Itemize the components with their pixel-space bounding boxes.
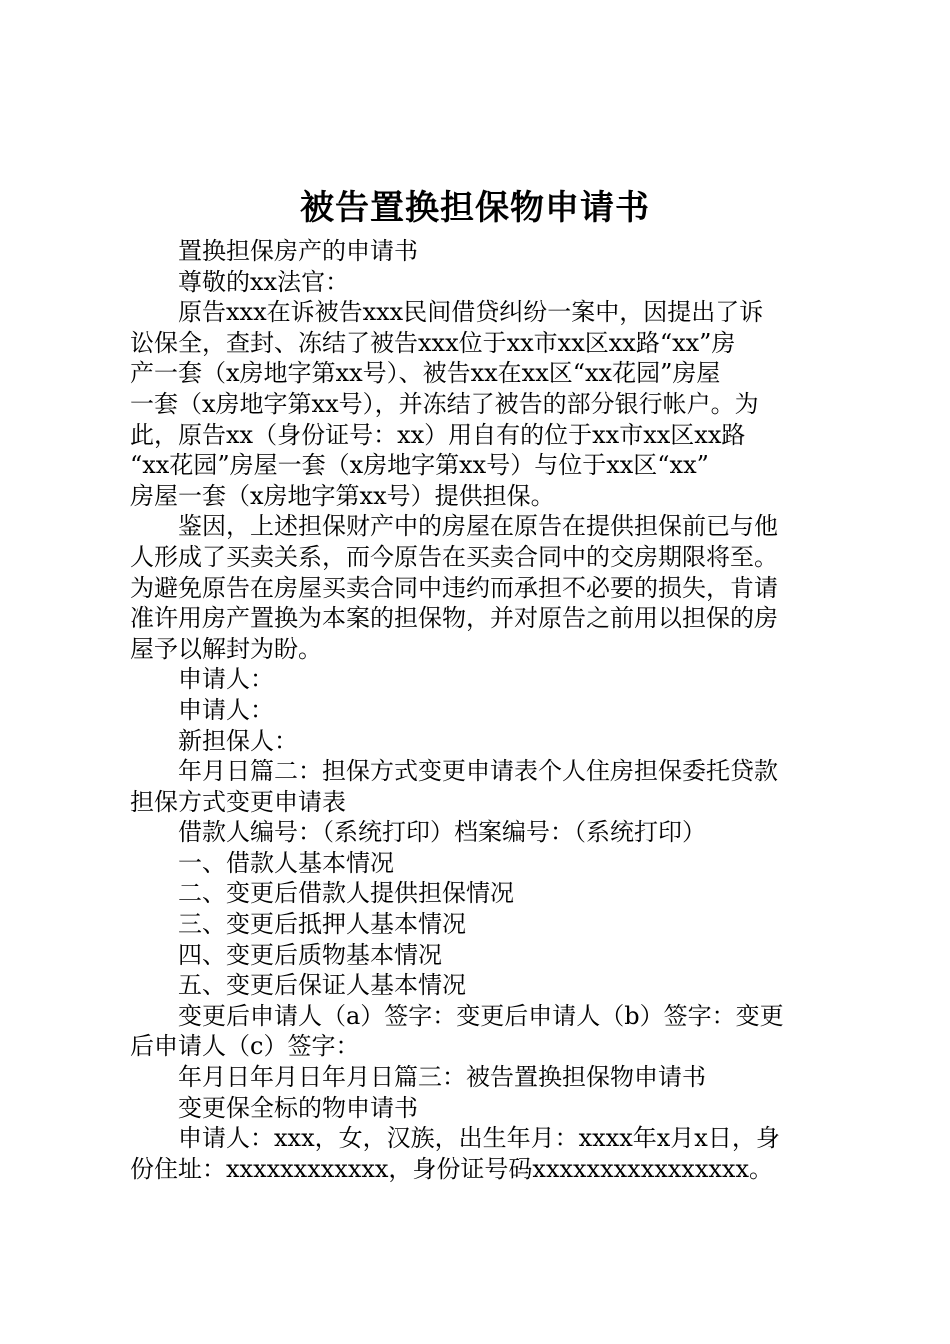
paragraph-line: 为避免原告在房屋买卖合同中违约而承担不必要的损失，肯请 xyxy=(130,573,778,602)
paragraph xyxy=(130,1062,830,1093)
paragraph-line: “xx花园”房屋一套（x房地字第xx号）与位于xx区“xx” xyxy=(130,451,709,480)
paragraph xyxy=(130,970,830,1001)
document-title: 被告置换担保物申请书 xyxy=(300,188,650,228)
paragraph-line: 借款人编号：（系统打印）档案编号：（系统打印） xyxy=(178,818,706,847)
paragraph-line: 原告xxx在诉被告xxx民间借贷纠纷一案中，因提出了诉 xyxy=(178,298,764,327)
paragraph-line: 人形成了买卖关系，而今原告在买卖合同中的交房期限将至。 xyxy=(130,542,778,571)
paragraph-line: 申请人： xyxy=(178,695,274,724)
paragraph-line: 三、变更后抵押人基本情况 xyxy=(178,910,466,939)
paragraph xyxy=(130,1123,830,1184)
paragraph-line: 四、变更后质物基本情况 xyxy=(178,940,442,969)
paragraph xyxy=(130,940,830,971)
paragraph xyxy=(130,236,830,267)
paragraph xyxy=(130,878,830,909)
paragraph-line: 鉴因，上述担保财产中的房屋在原告在提供担保前已与他 xyxy=(178,512,778,541)
paragraph xyxy=(130,695,830,726)
paragraph-line: 尊敬的xx法官： xyxy=(178,267,350,296)
paragraph xyxy=(130,817,830,848)
paragraph xyxy=(130,756,830,817)
paragraph-line: 置换担保房产的申请书 xyxy=(178,237,418,265)
paragraph-line: 新担保人： xyxy=(178,726,298,755)
paragraph-line: 屋予以解封为盼。 xyxy=(130,634,322,663)
paragraph-line: 此，原告xx（身份证号：xx）用自有的位于xx市xx区xx路 xyxy=(130,420,746,449)
paragraph xyxy=(130,848,830,879)
paragraph-line: 申请人： xyxy=(178,665,274,694)
paragraph xyxy=(130,726,830,757)
paragraph-line: 五、变更后保证人基本情况 xyxy=(178,971,466,1000)
paragraph xyxy=(130,664,830,695)
paragraph-line: 一套（x房地字第xx号），并冻结了被告的部分银行帐户。为 xyxy=(130,389,759,418)
paragraph xyxy=(130,511,830,664)
document-body xyxy=(130,236,830,1184)
paragraph-line: 变更保全标的物申请书 xyxy=(178,1093,418,1122)
paragraph-line: 份住址：xxxxxxxxxxxx，身份证号码xxxxxxxxxxxxxxxx。 xyxy=(130,1154,773,1183)
paragraph-line: 年月日篇二：担保方式变更申请表个人住房担保委托贷款 xyxy=(178,757,778,786)
paragraph-line: 二、变更后借款人提供担保情况 xyxy=(178,879,514,908)
paragraph xyxy=(130,1001,830,1062)
paragraph-line: 后申请人（c）签字： xyxy=(130,1032,360,1061)
paragraph-line: 讼保全，查封、冻结了被告xxx位于xx市xx区xx路“xx”房 xyxy=(130,328,736,357)
paragraph-line: 房屋一套（x房地字第xx号）提供担保。 xyxy=(130,481,555,510)
paragraph xyxy=(130,267,830,298)
paragraph-line: 申请人：xxx，女，汉族，出生年月：xxxx年x月x日，身 xyxy=(178,1124,780,1153)
paragraph-line: 年月日年月日年月日篇三：被告置换担保物申请书 xyxy=(178,1063,706,1092)
paragraph xyxy=(130,1093,830,1124)
paragraph xyxy=(130,297,830,511)
paragraph-line: 准许用房产置换为本案的担保物，并对原告之前用以担保的房 xyxy=(130,604,778,633)
paragraph-line: 担保方式变更申请表 xyxy=(130,787,346,816)
paragraph-line: 产一套（x房地字第xx号）、被告xx在xx区“xx花园”房屋 xyxy=(130,359,721,388)
paragraph xyxy=(130,909,830,940)
paragraph-line: 变更后申请人（a）签字：变更后申请人（b）签字：变更 xyxy=(178,1001,784,1030)
paragraph-line: 一、借款人基本情况 xyxy=(178,848,394,877)
